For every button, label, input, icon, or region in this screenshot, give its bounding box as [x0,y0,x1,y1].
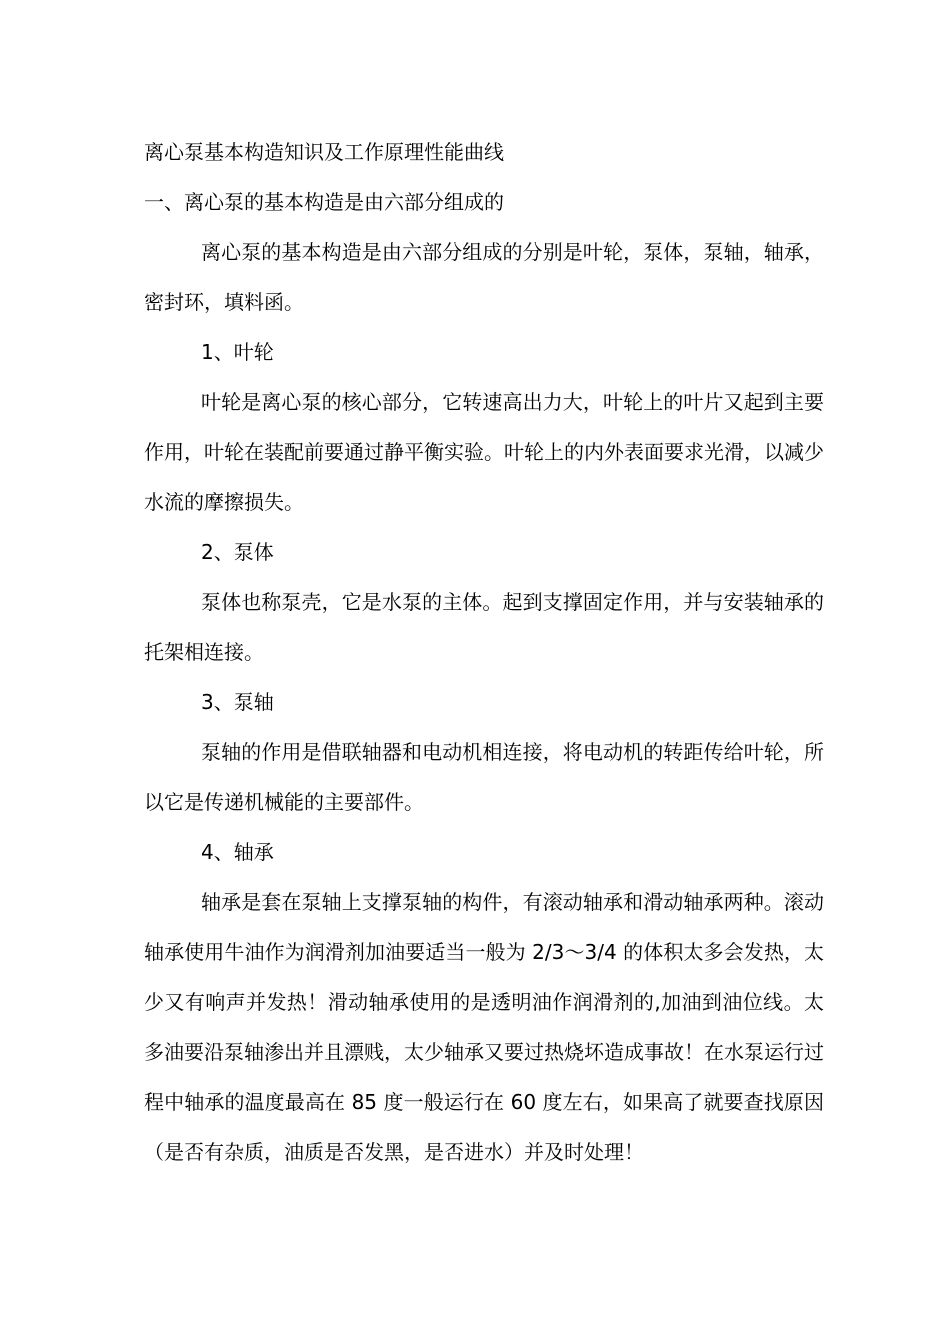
item-heading-pump-body: 2、泵体 [201,540,274,564]
document-title: 离心泵基本构造知识及工作原理性能曲线 [144,140,504,164]
item-body-bearing: 轴承是套在泵轴上支撑泵轴的构件，有滚动轴承和滑动轴承两种。滚动轴承使用牛油作为润滑剂加油要适当一般为 2/3～3/4 的体积太多会发热，太少又有响声并发热！滑动轴承使用的是透明油作润滑剂的,加油到油位线。太多油要沿泵轴渗出并且漂贱，太少轴承又要过热烧坏造成事故！在水泵运行过程中轴承的温度最高在 85 度一般运行在 60 度左右，如果高了就要查找原因（是否有杂质，油质是否发黑，是否进水）并及时处理！ [144,890,824,1164]
document-page [144,127,824,1177]
item-body-pump-body: 泵体也称泵壳，它是水泵的主体。起到支撑固定作用，并与安装轴承的托架相连接。 [144,590,824,664]
item-body-pump-shaft: 泵轴的作用是借联轴器和电动机相连接，将电动机的转距传给叶轮，所以它是传递机械能的主要部件。 [144,740,824,814]
item-heading-bearing: 4、轴承 [201,840,274,864]
item-body-impeller: 叶轮是离心泵的核心部分，它转速高出力大，叶轮上的叶片又起到主要作用，叶轮在装配前要通过静平衡实验。叶轮上的内外表面要求光滑，以减少水流的摩擦损失。 [144,390,824,514]
intro-paragraph: 离心泵的基本构造是由六部分组成的分别是叶轮，泵体，泵轴，轴承，密封环，填料函。 [144,240,824,314]
section-heading: 一、离心泵的基本构造是由六部分组成的 [144,190,504,214]
item-heading-impeller: 1、叶轮 [201,340,274,364]
item-heading-pump-shaft: 3、泵轴 [201,690,274,714]
